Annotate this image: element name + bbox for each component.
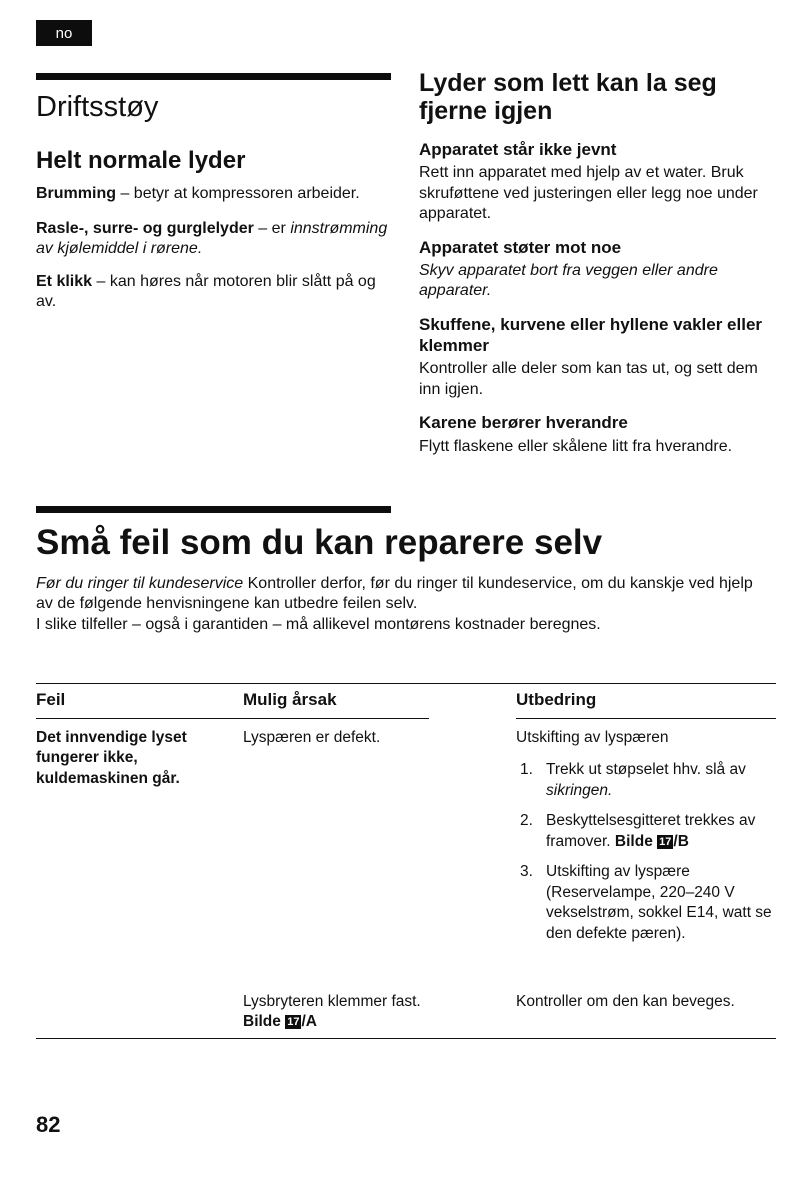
page-number: 82 [36,1112,61,1137]
intro-line3: I slike tilfeller – også i garantiden – må allikevel montørens kostnader beregnes. [36,615,601,633]
language-badge-text: no [55,24,73,42]
step-number: 2. [520,812,533,830]
figure-ref-box: 17 [659,835,672,848]
item-text: Kontroller alle deler som kan tas ut, og sett dem inn igjen. [419,360,758,398]
table-bottom-rule [36,1038,776,1039]
cause-2-text: Lysbryteren klemmer fast. [243,993,421,1010]
page-title: Driftsstøy [36,91,159,123]
section-title: Små feil som du kan reparere selv [36,523,603,562]
left-column [36,92,396,313]
language-badge [36,20,92,46]
table-header-remedy: Utbedring [516,690,597,709]
item-heading: Apparatet står ikke jevnt [419,140,617,159]
step-text: Utskifting av lyspære (Reservelampe, 220–240 V vekselstrøm, sokkel E14, watt se den defekte pæren). [546,863,772,942]
table-top-rule [36,683,776,684]
remedy-steps [516,760,776,944]
figure-ref-label: Bilde [243,1013,281,1031]
figure-ref-suffix: /A [301,1013,317,1031]
left-subtitle: Helt normale lyder [36,146,246,174]
table-cell-cause-1: Lyspæren er defekt. [243,729,381,746]
section-rule-main [36,506,391,513]
step-number: 3. [520,863,533,881]
cause-2-ref [243,1012,493,1032]
list-item [516,760,776,801]
paragraph-klikk-bold: Et klikk [36,272,93,290]
item-text: Flytt flaskene eller skålene litt fra hverandre. [419,437,733,455]
paragraph-brumming [36,184,396,204]
right-title: Lyder som lett kan la seg fjerne igjen [419,69,717,125]
paragraph-rasle-bold: Rasle-, surre- og gurglelyder [36,219,254,237]
table-cell-remedy-1 [516,728,776,954]
paragraph-rasle-italic: innstrømming av kjølemiddel i rørene. [36,219,388,258]
list-item [516,862,776,944]
paragraph-brumming-text: – betyr at kompressoren arbeider. [116,185,360,203]
remedy-intro: Utskifting av lyspæren [516,729,669,746]
paragraph-brumming-bold: Brumming [36,185,116,203]
table-header-fault: Feil [36,690,66,709]
intro-italic: Før du ringer til kundeservice [36,575,244,592]
table-cell-remedy-2: Kontroller om den kan beveges. [516,993,735,1010]
item-heading: Karene berører hverandre [419,413,628,433]
item-text: Rett inn apparatet med hjelp av et water. Bruk skruføttene ved justeringen eller legg noe under apparatet. [419,164,758,223]
item-heading: Apparatet støter mot noe [419,237,622,257]
item-list [419,139,774,457]
table-header-rule-left [36,718,429,719]
step-text: Beskyttelsesgitteret trekkes av framover. [546,812,756,850]
right-column [419,70,774,469]
paragraph-klikk [36,272,396,313]
section-intro [36,574,766,635]
paragraph-rasle-mid: – er [253,219,291,237]
intro-text: Kontroller derfor, før du ringer til kundeservice, om du kanskje ved hjelp av de følgende henvisningene kan utbedre feilen selv. [36,575,753,613]
table-cell-fault: Det innvendige lyset fungerer ikke, kuldemaskinen går. [36,729,187,787]
figure-ref-box: 17 [287,1016,300,1029]
list-item [419,314,774,400]
paragraph-klikk-text: – kan høres når motoren blir slått på og av. [36,272,376,311]
list-item [419,139,774,225]
list-item [419,237,774,302]
figure-ref-label: Bilde [614,832,653,850]
item-text: Skyv apparatet bort fra veggen eller andre apparater. [419,261,718,300]
list-item [419,412,774,457]
step-text: Trekk ut støpselet hhv. slå av [546,761,746,779]
step-text-italic: sikringen. [546,781,613,799]
item-heading: Skuffene, kurvene eller hyllene vakler eller klemmer [419,314,763,356]
list-item [516,811,776,852]
section-rule-left [36,73,391,80]
table-header-cause: Mulig årsak [243,690,337,709]
figure-ref-suffix: /B [673,832,689,850]
step-number: 1. [520,761,533,779]
paragraph-rasle [36,219,396,260]
table-cell-cause-2 [243,992,493,1033]
table-header-rule-right [516,718,776,719]
